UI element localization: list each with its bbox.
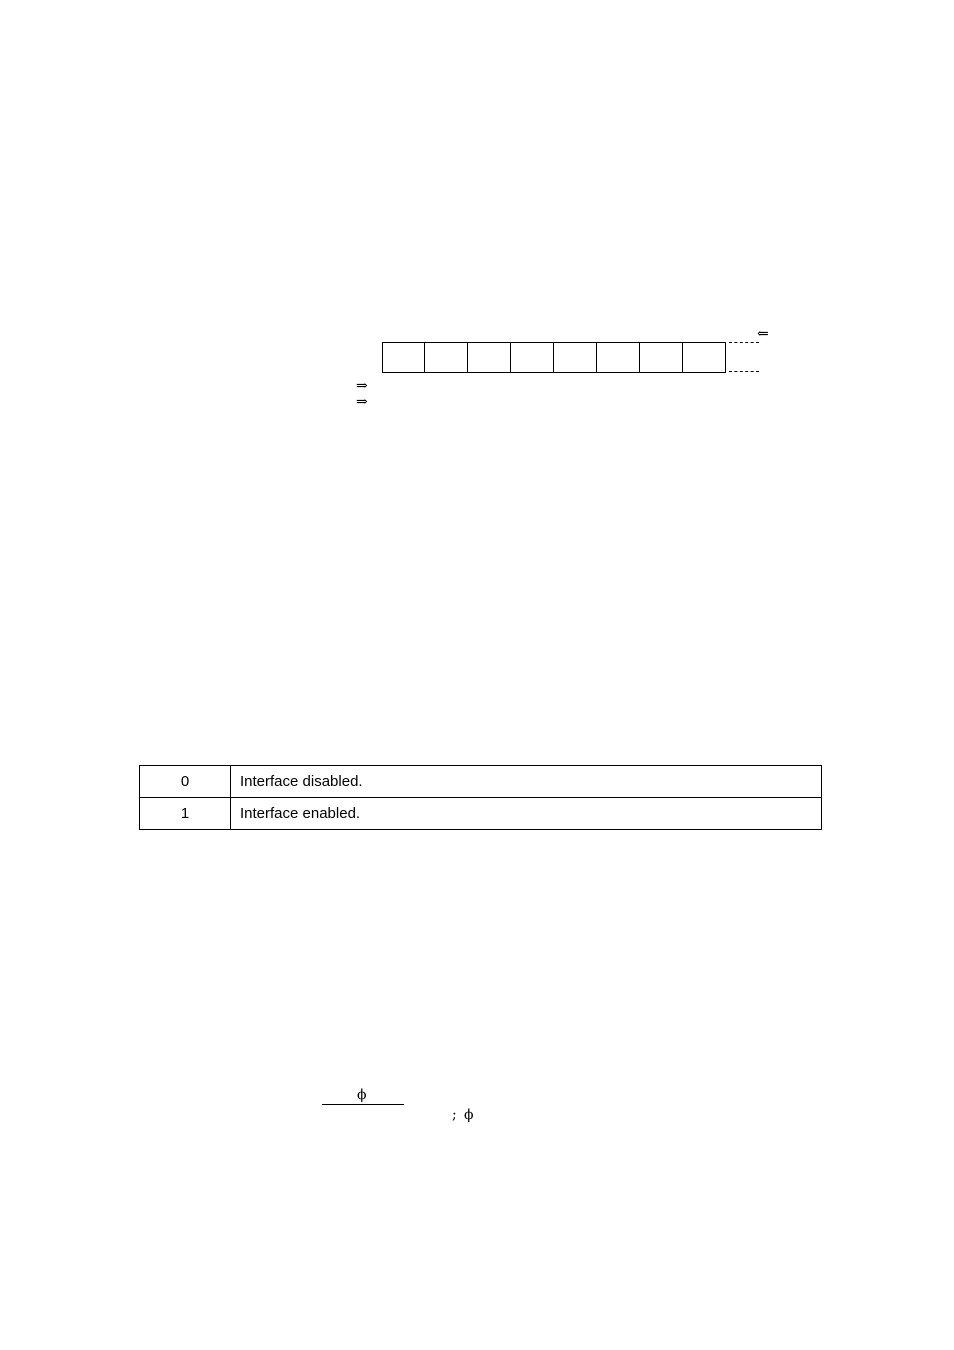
bit-value-cell: 1 [140, 798, 231, 830]
right-double-arrow-icon: ⇒ [356, 394, 368, 410]
bit-settings-table [139, 765, 822, 830]
formula-fraction-bar [322, 1104, 404, 1105]
left-double-arrow-icon: ⇐ [757, 326, 769, 342]
register-extension-bottom-dashes [729, 371, 759, 372]
table-row [140, 766, 822, 798]
register-bit-cell [554, 343, 597, 372]
formula-separator: ; [452, 1107, 457, 1123]
register-bit-cell [425, 343, 468, 372]
register-bit-cell [640, 343, 683, 372]
register-bit-cell [468, 343, 511, 372]
bit-description-cell: Interface enabled. [231, 798, 822, 830]
formula-trailing-phi: ϕ [464, 1107, 474, 1123]
register-bit-diagram [382, 342, 726, 373]
table-row [140, 798, 822, 830]
register-extension-top-dashes [729, 342, 759, 343]
formula-numerator-phi: ϕ [357, 1087, 367, 1103]
register-bit-cell [683, 343, 726, 372]
bit-description-cell: Interface disabled. [231, 766, 822, 798]
register-bit-cell [597, 343, 640, 372]
bit-value-cell: 0 [140, 766, 231, 798]
right-double-arrow-icon: ⇒ [356, 378, 368, 394]
register-bit-cell [511, 343, 554, 372]
register-bit-cell [383, 343, 425, 372]
